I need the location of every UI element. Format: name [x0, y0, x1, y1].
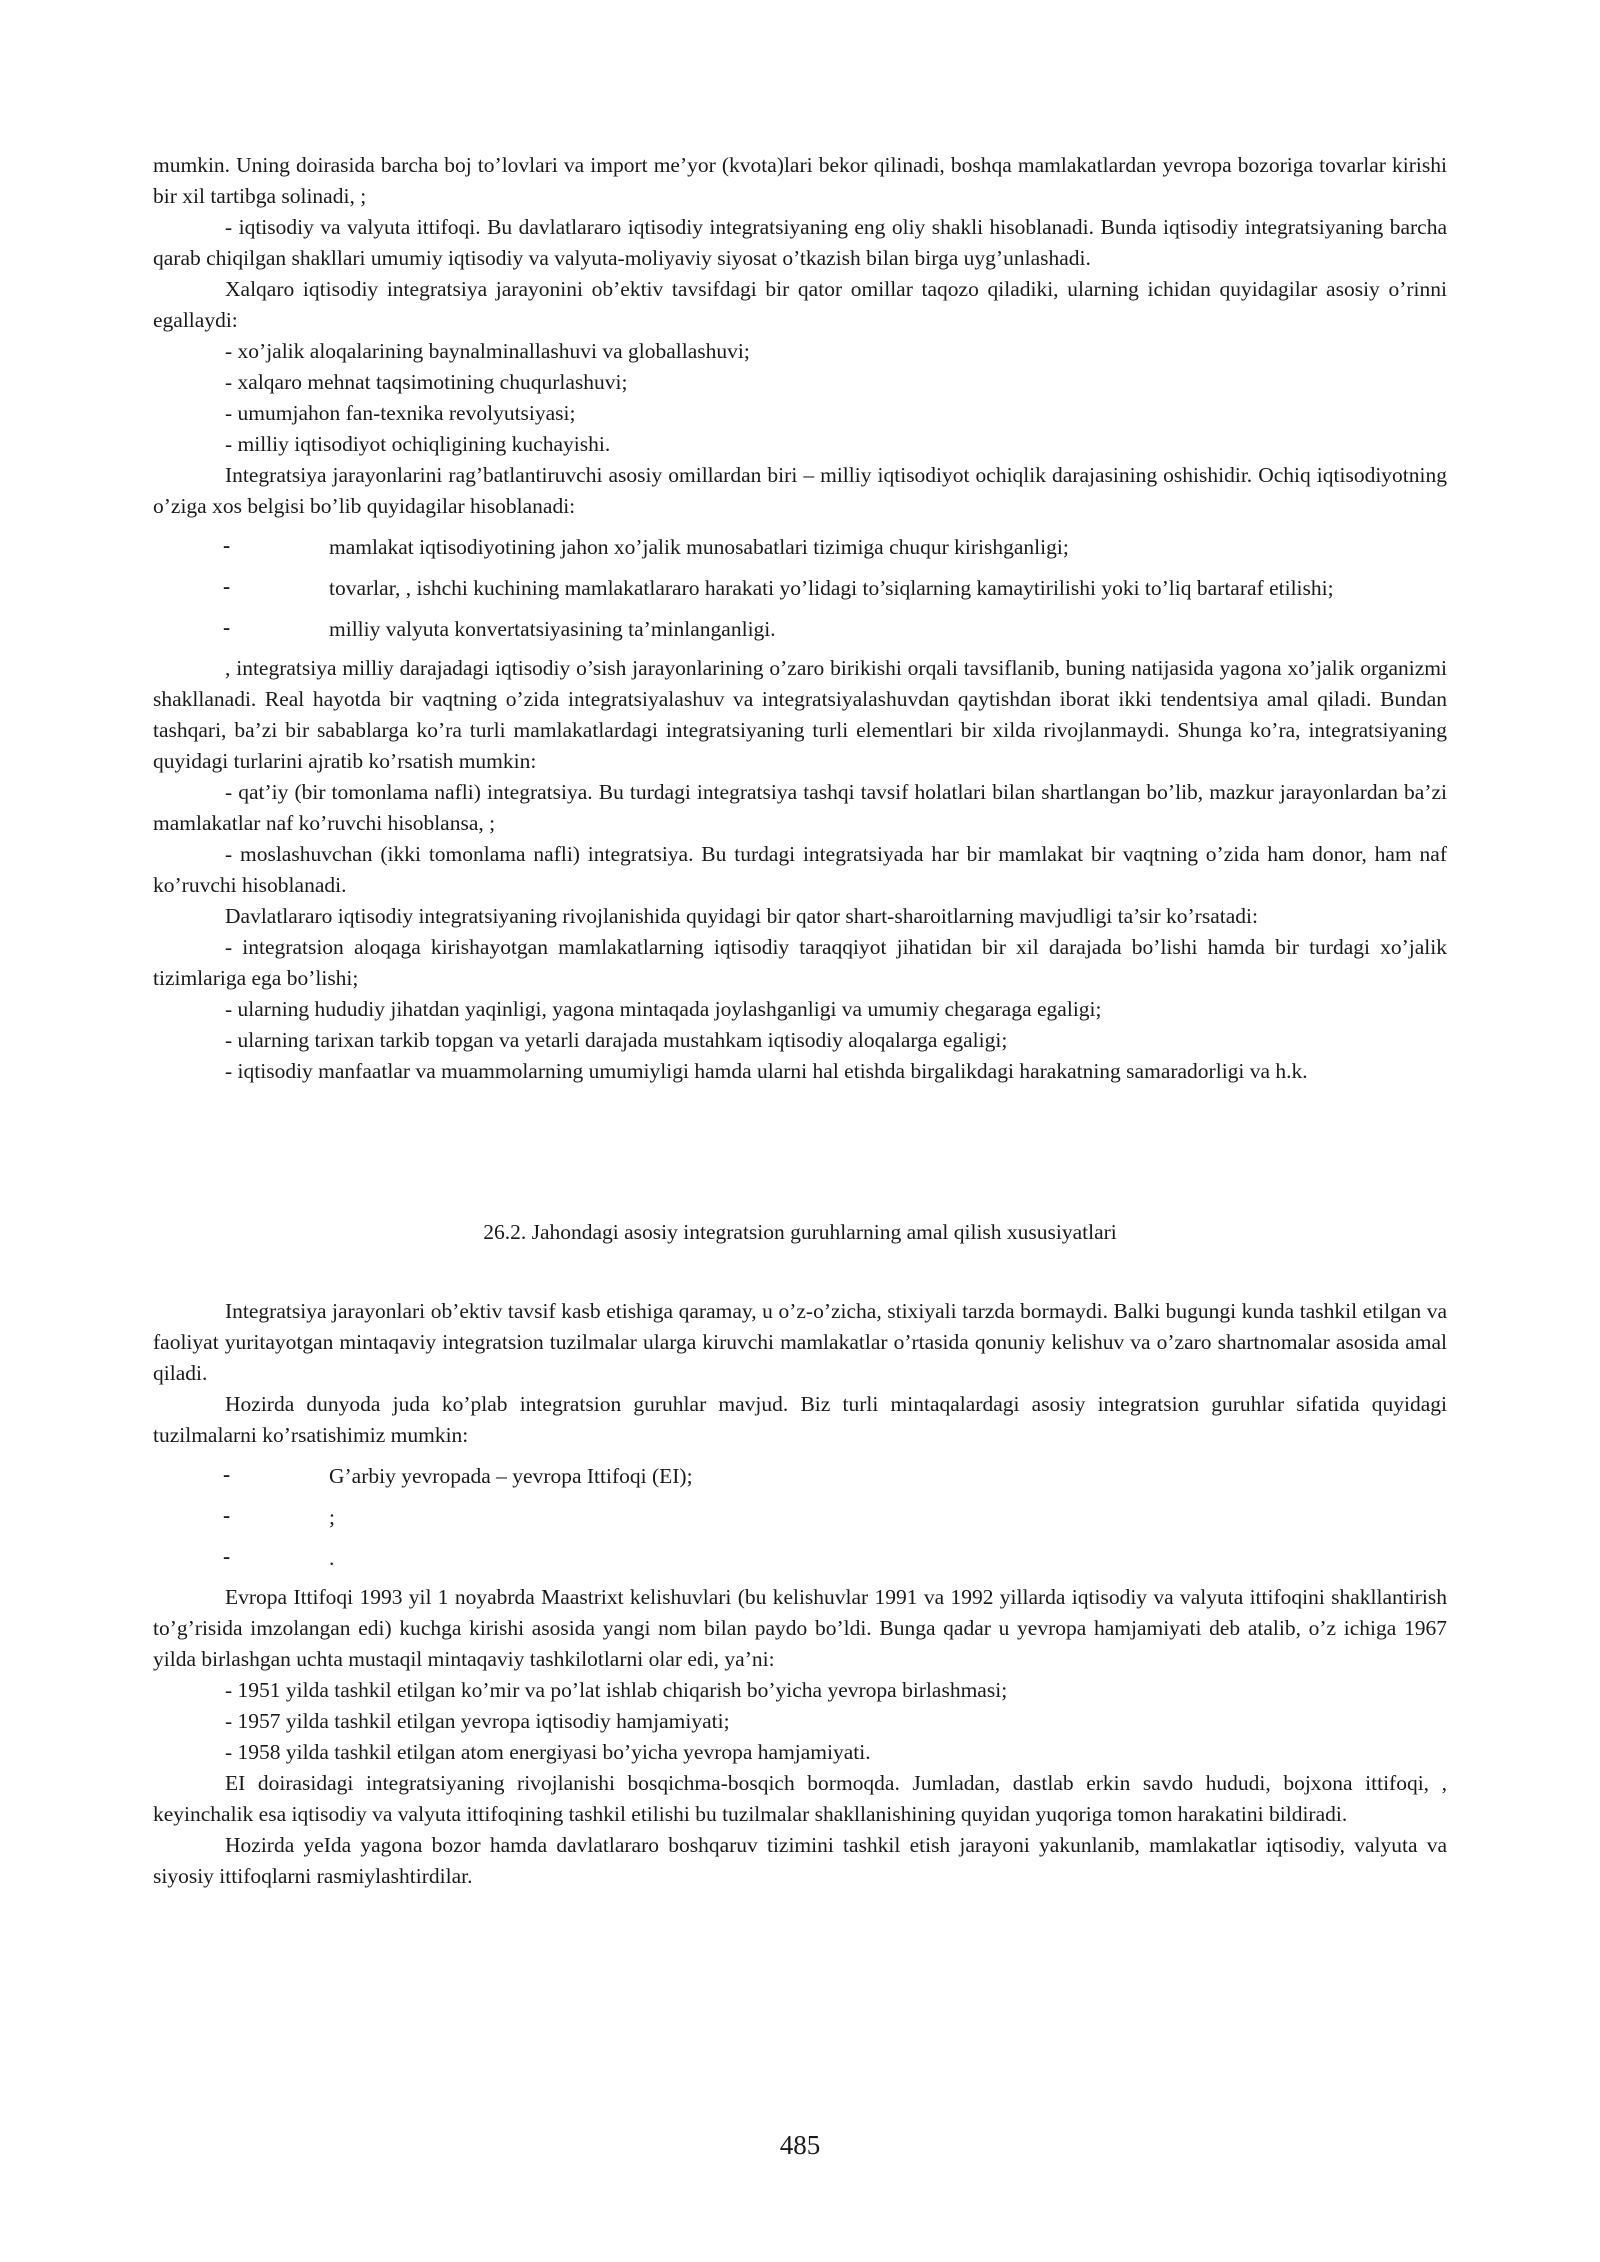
list-item: - moslashuvchan (ikki tomonlama nafli) integratsiya. Bu turdagi integratsiyada har bir mamlakat bir vaqtning o’zida ham donor, ham naf ko’ruvchi hisoblanadi.	[153, 842, 1447, 897]
dash-list-text: mamlakat iqtisodiyotining jahon xo’jalik munosabatlari tizimiga chuqur kirishganligi;	[329, 535, 1069, 559]
dash-marker: -	[223, 1544, 231, 1568]
dash-list-item	[153, 1461, 1447, 1492]
paragraph: Integratsiya jarayonlarini rag’batlantiruvchi asosiy omillardan biri – milliy iqtisodiyot ochiqlik darajasining oshishidir. Ochiq iqtisodiyotning o’ziga xos belgisi bo’lib quyidagilar hisoblanadi:	[153, 463, 1447, 518]
dash-marker: -	[223, 615, 231, 639]
list-item: - 1951 yilda tashkil etilgan ko’mir va po’lat ishlab chiqarish bo’yicha yevropa birlashmasi;	[225, 1678, 1008, 1702]
list-item: - iqtisodiy manfaatlar va muammolarning umumiyligi hamda ularni hal etishda birgalikdagi harakatning samaradorligi va h.k.	[225, 1059, 1308, 1083]
list-item: - qat’iy (bir tomonlama nafli) integratsiya. Bu turdagi integratsiya tashqi tavsif holatlari bilan shartlangan bo’lib, mazkur jarayonlardan ba’zi mamlakatlar naf ko’ruvchi hisoblansa, ;	[153, 780, 1447, 835]
list-item: - xalqaro mehnat taqsimotining chuqurlashuvi;	[225, 370, 628, 394]
dash-list-item	[153, 1543, 1447, 1574]
list-item: - ularning tarixan tarkib topgan va yetarli darajada mustahkam iqtisodiy aloqalarga egaligi;	[225, 1028, 1008, 1052]
list-item: - 1958 yilda tashkil etilgan atom energiyasi bo’yicha yevropa hamjamiyati.	[225, 1740, 871, 1764]
paragraph: Evropa Ittifoqi 1993 yil 1 noyabrda Maastrixt kelishuvlari (bu kelishuvlar 1991 va 1992 yillarda iqtisodiy va valyuta ittifoqini shakllantirish to’g’risida imzolangan edi) kuchga kirishi asosida yangi nom bilan paydo bo’ldi. Bunga qadar u yevropa hamjamiyati deb atalib, o’z ichiga 1967 yilda birlashgan uchta mustaqil mintaqaviy tashkilotlarni olar edi, ya’ni:	[153, 1585, 1447, 1671]
paragraph: Xalqaro iqtisodiy integratsiya jarayonini ob’ektiv tavsifdagi bir qator omillar taqozo qiladiki, ularning ichidan quyidagilar asosiy o’rinni egallaydi:	[153, 277, 1447, 332]
dash-list-text: .	[329, 1546, 335, 1570]
section-heading: 26.2. Jahondagi asosiy integratsion guruhlarning amal qilish xususiyatlari	[483, 1220, 1117, 1244]
dash-list-text: tovarlar, , ishchi kuchining mamlakatlararo harakati yo’lidagi to’siqlarning kamaytirilishi yoki to’liq bartaraf etilishi;	[329, 576, 1334, 600]
dash-list-text: G’arbiy yevropada – yevropa Ittifoqi (EI);	[329, 1464, 693, 1488]
paragraph: Hozirda dunyoda juda ko’plab integratsion guruhlar mavjud. Biz turli mintaqalardagi asosiy integratsion guruhlar sifatida quyidagi tuzilmalarni ko’rsatishimiz mumkin:	[153, 1392, 1447, 1447]
paragraph: EI doirasidagi integratsiyaning rivojlanishi bosqichma-bosqich bormoqda. Jumladan, dastlab erkin savdo hududi, bojxona ittifoqi, , keyinchalik esa iqtisodiy va valyuta ittifoqining tashkil etilishi bu tuzilmalar shakllanishining quyidan yuqoriga tomon harakatini bildiradi.	[153, 1771, 1447, 1826]
paragraph: mumkin. Uning doirasida barcha boj to’lovlari va import me’yor (kvota)lari bekor qilinadi, boshqa mamlakatlardan yevropa bozoriga tovarlar kirishi bir xil tartibga solinadi, ;	[153, 153, 1447, 208]
list-item: - xo’jalik aloqalarining baynalminallashuvi va globallashuvi;	[225, 339, 750, 363]
dash-marker: -	[223, 574, 231, 598]
list-item: - ularning hududiy jihatdan yaqinligi, yagona mintaqada joylashganligi va umumiy chegaraga egaligi;	[225, 997, 1102, 1021]
list-item: - 1957 yilda tashkil etilgan yevropa iqtisodiy hamjamiyati;	[225, 1709, 730, 1733]
dash-list-item	[153, 1502, 1447, 1533]
dash-list-text: ;	[329, 1505, 335, 1529]
dash-list-item	[153, 532, 1447, 563]
list-item: - integratsion aloqaga kirishayotgan mamlakatlarning iqtisodiy taraqqiyot jihatidan bir xil darajada bo’lishi hamda bir turdagi xo’jalik tizimlariga ega bo’lishi;	[153, 935, 1447, 990]
page-number: 485	[779, 2130, 821, 2160]
paragraph: - iqtisodiy va valyuta ittifoqi. Bu davlatlararo iqtisodiy integratsiyaning eng oliy shakli hisoblanadi. Bunda iqtisodiy integratsiyaning barcha qarab chiqilgan shakllari umumiy iqtisodiy va valyuta-moliyaviy siyosat o’tkazish bilan birga uyg’unlashadi.	[153, 215, 1447, 270]
paragraph: , integratsiya milliy darajadagi iqtisodiy o’sish jarayonlarining o’zaro birikishi orqali tavsiflanib, buning natijasida yagona xo’jalik organizmi shakllanadi. Real hayotda bir vaqtning o’zida integratsiyalashuv va integratsiyalashuvdan qaytishdan iborat ikki tendentsiya amal qiladi. Bundan tashqari, ba’zi bir sabablarga ko’ra turli mamlakatlardagi integratsiyaning turli elementlari bir xilda rivojlanmaydi. Shunga ko’ra, integratsiyaning quyidagi turlarini ajratib ko’rsatish mumkin:	[153, 656, 1447, 773]
dash-marker: -	[223, 1503, 231, 1527]
paragraph: Davlatlararo iqtisodiy integratsiyaning rivojlanishida quyidagi bir qator shart-sharoitlarning mavjudligi ta’sir ko’rsatadi:	[225, 904, 1258, 928]
dash-list-item	[153, 614, 1447, 645]
list-item: - milliy iqtisodiyot ochiqligining kuchayishi.	[225, 432, 611, 456]
dash-marker: -	[223, 533, 231, 557]
paragraph: Hozirda yeIda yagona bozor hamda davlatlararo boshqaruv tizimini tashkil etish jarayoni yakunlanib, mamlakatlar iqtisodiy, valyuta va siyosiy ittifoqlarni rasmiylashtirdilar.	[153, 1833, 1447, 1888]
dash-list-text: milliy valyuta konvertatsiyasining ta’minlanganligi.	[329, 617, 776, 641]
document-page	[153, 150, 1447, 1892]
paragraph: Integratsiya jarayonlari ob’ektiv tavsif kasb etishiga qaramay, u o’z-o’zicha, stixiyali tarzda bormaydi. Balki bugungi kunda tashkil etilgan va faoliyat yuritayotgan mintaqaviy integratsion tuzilmalar ularga kiruvchi mamlakatlar o’rtasida qonuniy kelishuv va o’zaro shartnomalar asosida amal qiladi.	[153, 1299, 1447, 1385]
dash-marker: -	[223, 1462, 231, 1486]
dash-list-item	[153, 573, 1447, 604]
list-item: - umumjahon fan-texnika revolyutsiyasi;	[225, 401, 576, 425]
